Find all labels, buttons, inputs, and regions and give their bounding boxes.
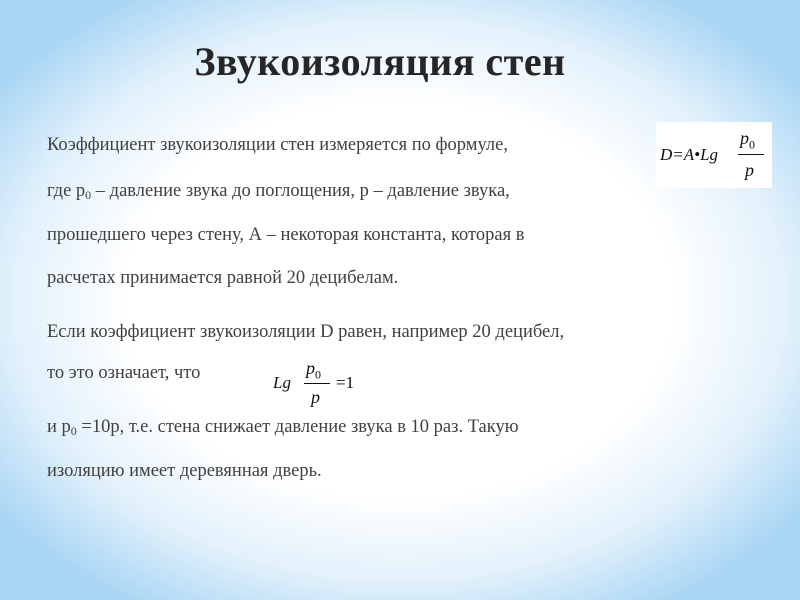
- paragraph1-line2: [47, 180, 510, 206]
- formula2-num-p: p: [306, 358, 315, 378]
- formula2-num-sub: 0: [315, 367, 321, 382]
- paragraph1-line1: Коэффициент звукоизоляции стен измеряется по формуле,: [47, 135, 508, 155]
- formula2-denominator: p: [311, 387, 320, 407]
- formula1-num-p: p: [740, 128, 749, 148]
- formula1-fraction-bar: [738, 154, 764, 155]
- p2-line3-pre: и р: [47, 417, 71, 437]
- p2-line3-sub: 0: [70, 424, 77, 438]
- paragraph2-line1: Если коэффициент звукоизоляции D равен, например 20 децибел,: [47, 322, 565, 342]
- paragraph2-line3: [47, 416, 519, 442]
- paragraph2-line4: изоляцию имеет деревянная дверь.: [47, 461, 322, 481]
- formula-lg-equals-one: [268, 356, 366, 410]
- formula2-fraction-bar: [304, 383, 330, 384]
- p2-line3-post: =10р, т.е. стена снижает давление звука в 10 раз. Такую: [76, 417, 519, 437]
- formula2-rhs: =1: [336, 373, 355, 392]
- formula1-numerator: [740, 128, 755, 153]
- formula-attenuation: [656, 122, 772, 188]
- formula1-num-sub: 0: [749, 137, 755, 152]
- slide-title: Звукоизоляция стен: [194, 39, 566, 84]
- p1-line2-post: – давление звука до поглощения, р – давление звука,: [91, 181, 510, 201]
- p1-line2-pre: где р: [47, 181, 86, 201]
- paragraph1-line3: прошедшего через стену, А – некоторая константа, которая в: [47, 225, 525, 245]
- formula2-numerator: [306, 358, 321, 383]
- formula2-lhs: Lg: [273, 373, 291, 392]
- formula1-denominator: p: [745, 160, 754, 180]
- p1-line2-sub: 0: [85, 188, 92, 202]
- paragraph1-line4: расчетах принимается равной 20 децибелам.: [47, 268, 399, 288]
- paragraph2-line2: то это означает, что: [47, 363, 201, 383]
- formula1-lhs: D=A•Lg: [660, 145, 719, 164]
